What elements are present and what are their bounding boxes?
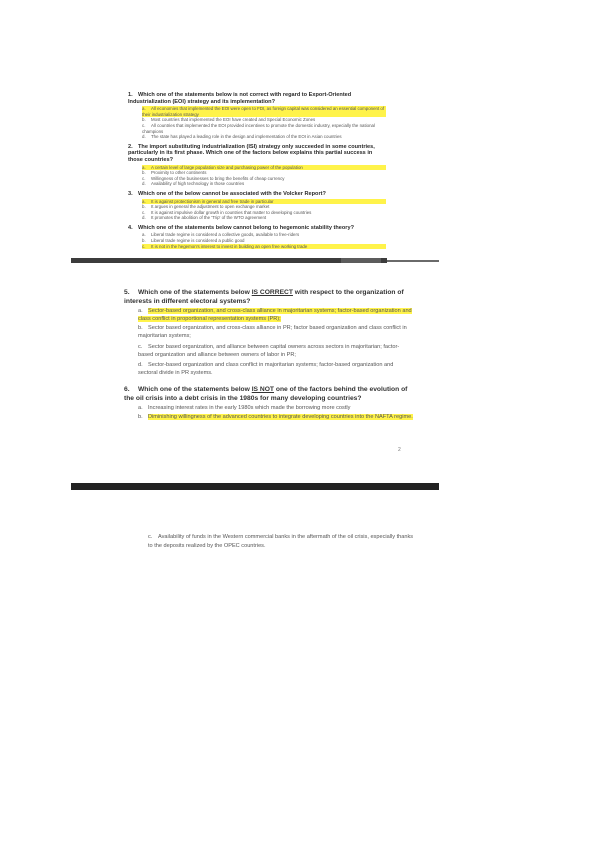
q5-option-b: b. Sector based organization, and cross-class alliance in PR; factor based organization and class conflict in majoritarian systems;: [138, 325, 407, 339]
option: c. Willingness of the businesses to bring the benefits of cheap currency: [142, 175, 285, 181]
question-2-options: [142, 165, 386, 187]
option: a. It is against protectionism in general and free trade in particular: [142, 199, 386, 205]
emphasis: IS NOT: [251, 386, 274, 393]
page-divider-line: [387, 260, 439, 262]
page-number: 2: [398, 447, 401, 453]
option-text: Availability of funds in the Western commercial banks in the aftermath of the oil crisis, especially thanks to the deposits realized by the OPEC countries.: [148, 534, 414, 549]
question-1-options: [142, 106, 386, 140]
question-4: 4. Which one of the statements below cannot belong to hegemonic stability theory?: [128, 224, 354, 231]
question-3-options: [142, 199, 386, 221]
option: b. Proximity to other continents: [142, 170, 207, 176]
option: c. It is not in the hegemon's interest to invest in building an open free working trade: [142, 244, 386, 250]
option: b. It argues in general the adjustment to open exchange market: [142, 204, 270, 210]
option: c. It is against impulsive dollar growth in countries that matter to developing countries: [142, 209, 312, 215]
q6-option-a: a. Increasing interest rates in the early 1980s which made the borrowing more costly: [138, 405, 351, 411]
option: b. Most countries that implemented the EOI have created and Special Economic Zones: [142, 117, 316, 123]
page-divider-bar: [71, 483, 439, 490]
option: d. The state has played a leading role in the design and implementation of the EOI in Asian countries: [142, 134, 342, 140]
option: b. Liberal trade regime is considered a public good: [142, 238, 245, 244]
option: a. All economies that implemented the EOI were open to FDI, as foreign capital was considered an essential component of their industrialization strategy: [142, 106, 385, 117]
question-6: 6. Which one of the statements below IS NOT one of the factors behind the evolution of the oil crisis into a debt crisis in the 1980s for many developing countries?: [124, 386, 408, 402]
q5-option-d: d. Sector-based organization and class conflict in majoritarian systems; factor-based organization and sectoral divide in PR systems.: [138, 362, 394, 376]
question-3: 3. Which one of the below cannot be associated with the Volcker Report?: [128, 190, 326, 197]
main-document-page: [71, 263, 439, 483]
question-1: 1. Which one of the statements below is not correct with regard to Export-Oriented Industrialization (EOI) strategy and its implementation?: [128, 92, 352, 105]
q6-option-b: b. Diminishing willingness of the advanced countries to integrate developing countries into the NAFTA regime.: [138, 414, 413, 420]
top-document-fragment: [128, 88, 386, 258]
emphasis: IS CORRECT: [251, 289, 293, 296]
option: d. Availability of high technology in those countries: [142, 181, 245, 187]
option: a. Liberal trade regime is considered a collective goods, available to free-riders: [142, 232, 300, 238]
q5-option-a: a. Sector-based organization, and cross-class alliance in majoritarian systems; factor-based organization and class conflict in proportional representation systems (PR);: [138, 308, 412, 322]
q5-option-c: c. Sector based organization, and alliance between capital owners across sectors in majoritarian; factor-based organization and alliance between owners of labor in PR;: [138, 344, 400, 358]
bottom-document-fragment: c. Availability of funds in the Western commercial banks in the aftermath of the oil crisis, especially thanks to the deposits realized by the OPEC countries.: [148, 534, 414, 549]
option: d. It promotes the abolition of the 'Trip' of the WTO agreement: [142, 215, 267, 221]
option: a. A certain level of large population size and purchasing power of the population: [142, 165, 386, 171]
option: c. All countries that implemented the EOI provided incentives to promote the domestic industry, especially the national champions: [142, 122, 375, 134]
question-5: 5. Which one of the statements below IS CORRECT with respect to the organization of interests in different electoral systems?: [124, 289, 404, 305]
question-2: 2. The import substituting industrialization (ISI) strategy only succeeded in some countries, particularly in its first phase. Which one of the factors below explains this partial success in those countries?: [128, 143, 375, 163]
question-4-options: [142, 232, 386, 249]
